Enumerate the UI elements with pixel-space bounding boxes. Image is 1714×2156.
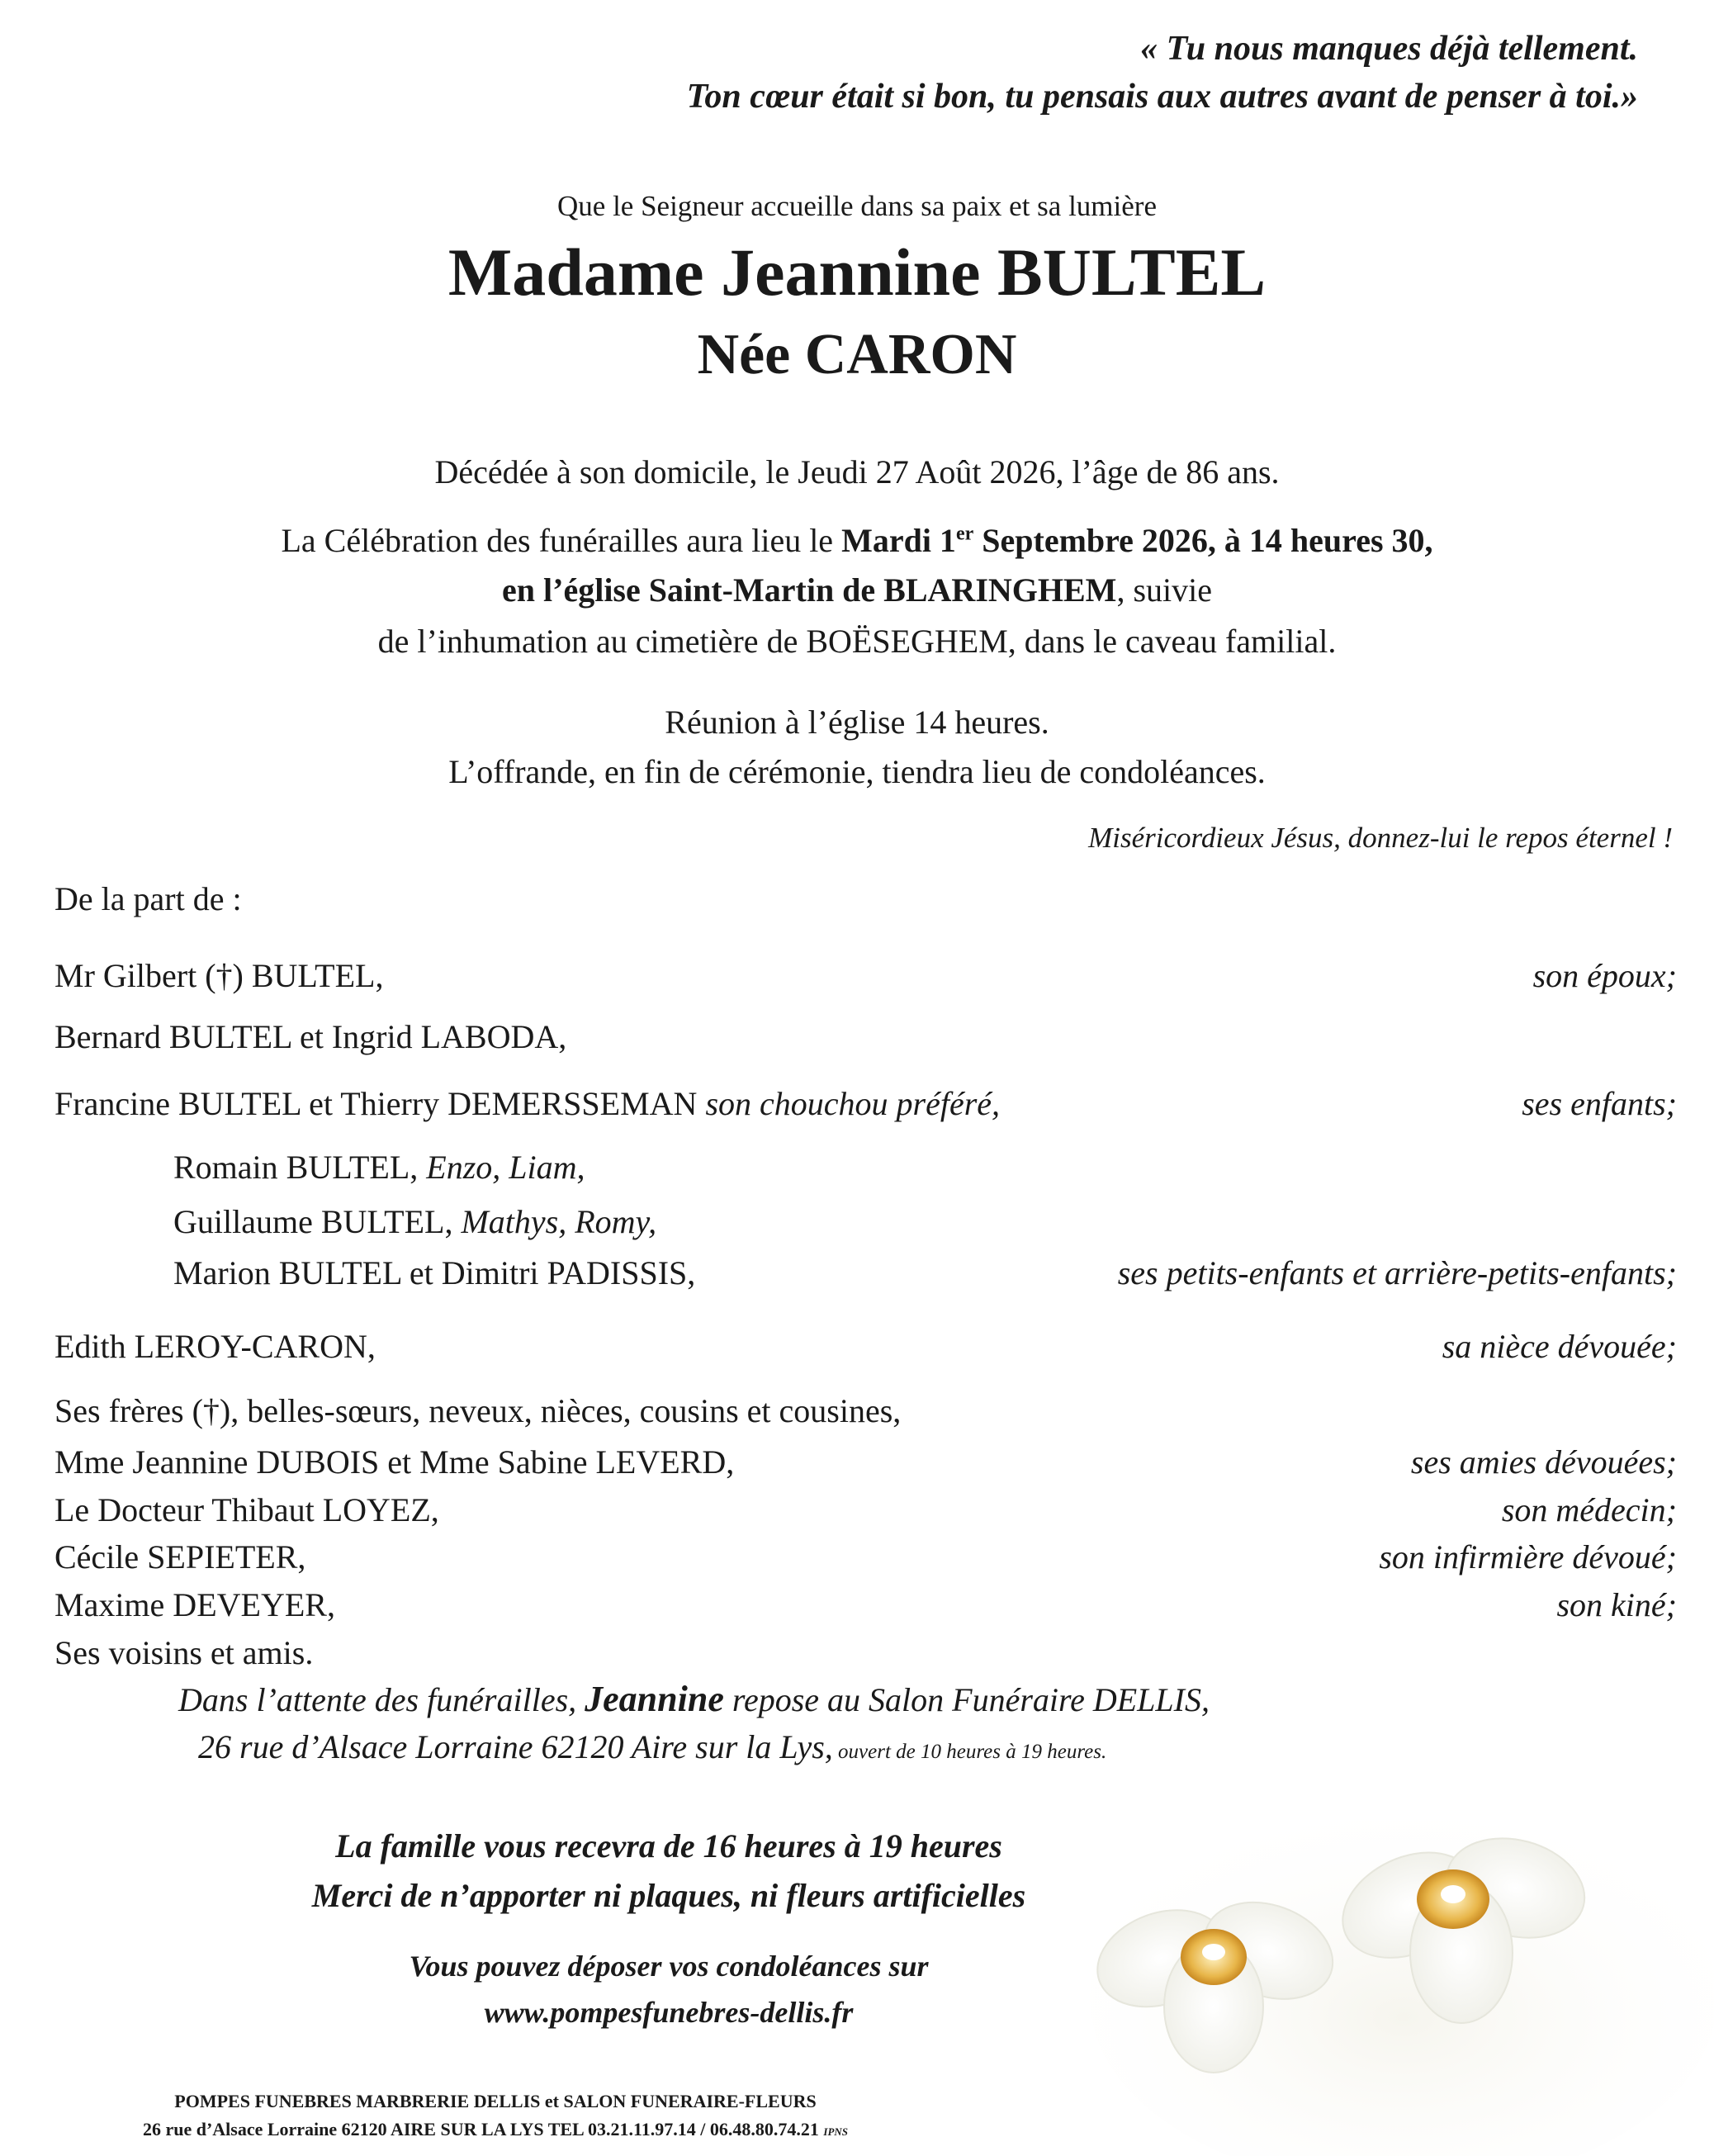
child-2-name: Francine BULTEL et Thierry DEMERSSEMAN son chouchou préféré, (54, 1085, 1001, 1122)
footer-company: POMPES FUNEBRES MARBRERIE DELLIS et SALON FUNERAIRE-FLEURS (174, 2091, 817, 2111)
children-relation: ses enfants; (1522, 1085, 1677, 1122)
quote-line-2: Ton cœur était si bon, tu pensais aux autres avant de penser à toi.» (686, 78, 1638, 116)
siblings-text: Ses frères (†), belles-sœurs, neveux, nièces, cousins et cousines, (54, 1392, 902, 1429)
burial-notice: de l’inhumation au cimetière de BOËSEGHEM, dans le caveau familial. (377, 623, 1337, 660)
neighbours-text: Ses voisins et amis. (54, 1634, 314, 1671)
friends-name: Mme Jeannine DUBOIS et Mme Sabine LEVERD, (54, 1443, 735, 1481)
ceremony-line-2 (0, 566, 1714, 615)
family-row-neighbours (0, 1633, 1714, 1680)
offering-notice: L’offrande, en fin de cérémonie, tiendra lieu de condoléances. (448, 753, 1266, 790)
friends-relation: ses amies dévouées; (1410, 1443, 1677, 1481)
niece-name: Edith LEROY-CARON, (54, 1328, 376, 1365)
grandchild-2-name: Guillaume BULTEL, Mathys, Romy, (173, 1203, 657, 1240)
niece-relation: sa nièce dévouée; (1442, 1328, 1677, 1365)
spouse-relation: son époux; (1532, 957, 1677, 994)
salon-line-2 (198, 1727, 1106, 1766)
ceremony-line-1 (0, 516, 1714, 566)
from-label: De la part de : (54, 880, 242, 917)
ceremony-date: Mardi 1er Septembre 2026, à 14 heures 30, (841, 522, 1433, 559)
reception-hours: La famille vous recevra de 16 heures à 19 heures (335, 1827, 1002, 1865)
family-row-grandchild-3 (0, 1253, 1714, 1300)
family-row-niece (0, 1327, 1714, 1373)
maiden-name: Née CARON (697, 323, 1017, 386)
family-row-nurse (0, 1538, 1714, 1584)
nurse-relation: son infirmière dévoué; (1379, 1538, 1677, 1576)
funeral-home-footer (83, 2087, 908, 2146)
family-row-child-2 (0, 1084, 1714, 1130)
family-row-child-1 (0, 1017, 1714, 1064)
grandchild-1-name: Romain BULTEL, Enzo, Liam, (173, 1149, 585, 1186)
nurse-name: Cécile SEPIETER, (54, 1538, 306, 1576)
doctor-relation: son médecin; (1501, 1491, 1677, 1528)
grandchild-3-name: Marion BULTEL et Dimitri PADISSIS, (173, 1254, 696, 1291)
family-row-spouse (0, 956, 1714, 1002)
quote-line-1: « Tu nous manques déjà tellement. (1140, 30, 1638, 68)
salon-hours: ouvert de 10 heures à 19 heures. (832, 1741, 1107, 1763)
death-notice: Décédée à son domicile, le Jeudi 27 Août 2026, l’âge de 86 ans. (434, 453, 1280, 490)
footer-address: 26 rue d’Alsace Lorraine 62120 AIRE SUR LA LYS TEL 03.21.11.97.14 / 06.48.80.74.21 IPNS (142, 2119, 849, 2139)
header-quote (687, 25, 1638, 121)
child-1-name: Bernard BULTEL et Ingrid LABODA, (54, 1018, 567, 1055)
child-2-note: son chouchou préféré, (705, 1085, 1001, 1122)
church-name: en l’église Saint-Martin de BLARINGHEM (502, 571, 1117, 609)
grandchildren-relation: ses petits-enfants et arrière-petits-enfants; (1117, 1254, 1677, 1291)
intro-prayer: Que le Seigneur accueille dans sa paix et sa lumière (557, 190, 1157, 222)
physio-relation: son kiné; (1556, 1586, 1677, 1623)
family-row-friends (0, 1443, 1714, 1489)
family-row-grandchild-2 (0, 1202, 1714, 1249)
ceremony-prefix: La Célébration des funérailles aura lieu le (281, 522, 842, 559)
condolences-website[interactable]: www.pompesfunebres-dellis.fr (484, 1996, 854, 2029)
deceased-name: Madame Jeannine BULTEL (447, 235, 1267, 310)
church-suffix: , suivie (1116, 571, 1212, 609)
mercy-prayer: Miséricordieux Jésus, donnez-lui le repos éternel ! (1088, 822, 1673, 854)
salon-line-1: Dans l’attente des funérailles, Jeannine repose au Salon Funéraire DELLIS, (178, 1679, 1210, 1719)
meeting-notice: Réunion à l’église 14 heures. (665, 704, 1049, 741)
physio-name: Maxime DEVEYER, (54, 1586, 335, 1623)
salon-address: 26 rue d’Alsace Lorraine 62120 Aire sur la Lys, (198, 1728, 833, 1765)
family-row-siblings (0, 1391, 1714, 1438)
salon-first-name: Jeannine (585, 1679, 724, 1719)
family-row-physio (0, 1585, 1714, 1632)
family-row-grandchild-1 (0, 1148, 1714, 1194)
no-artificial-flowers-note: Merci de n’apporter ni plaques, ni fleurs artificielles (311, 1877, 1026, 1914)
family-row-doctor (0, 1490, 1714, 1537)
spouse-name: Mr Gilbert (†) BULTEL, (54, 957, 384, 994)
footer-mark: IPNS (823, 2125, 849, 2138)
condolences-note: Vous pouvez déposer vos condoléances sur (409, 1950, 929, 1983)
doctor-name: Le Docteur Thibaut LOYEZ, (54, 1491, 439, 1528)
